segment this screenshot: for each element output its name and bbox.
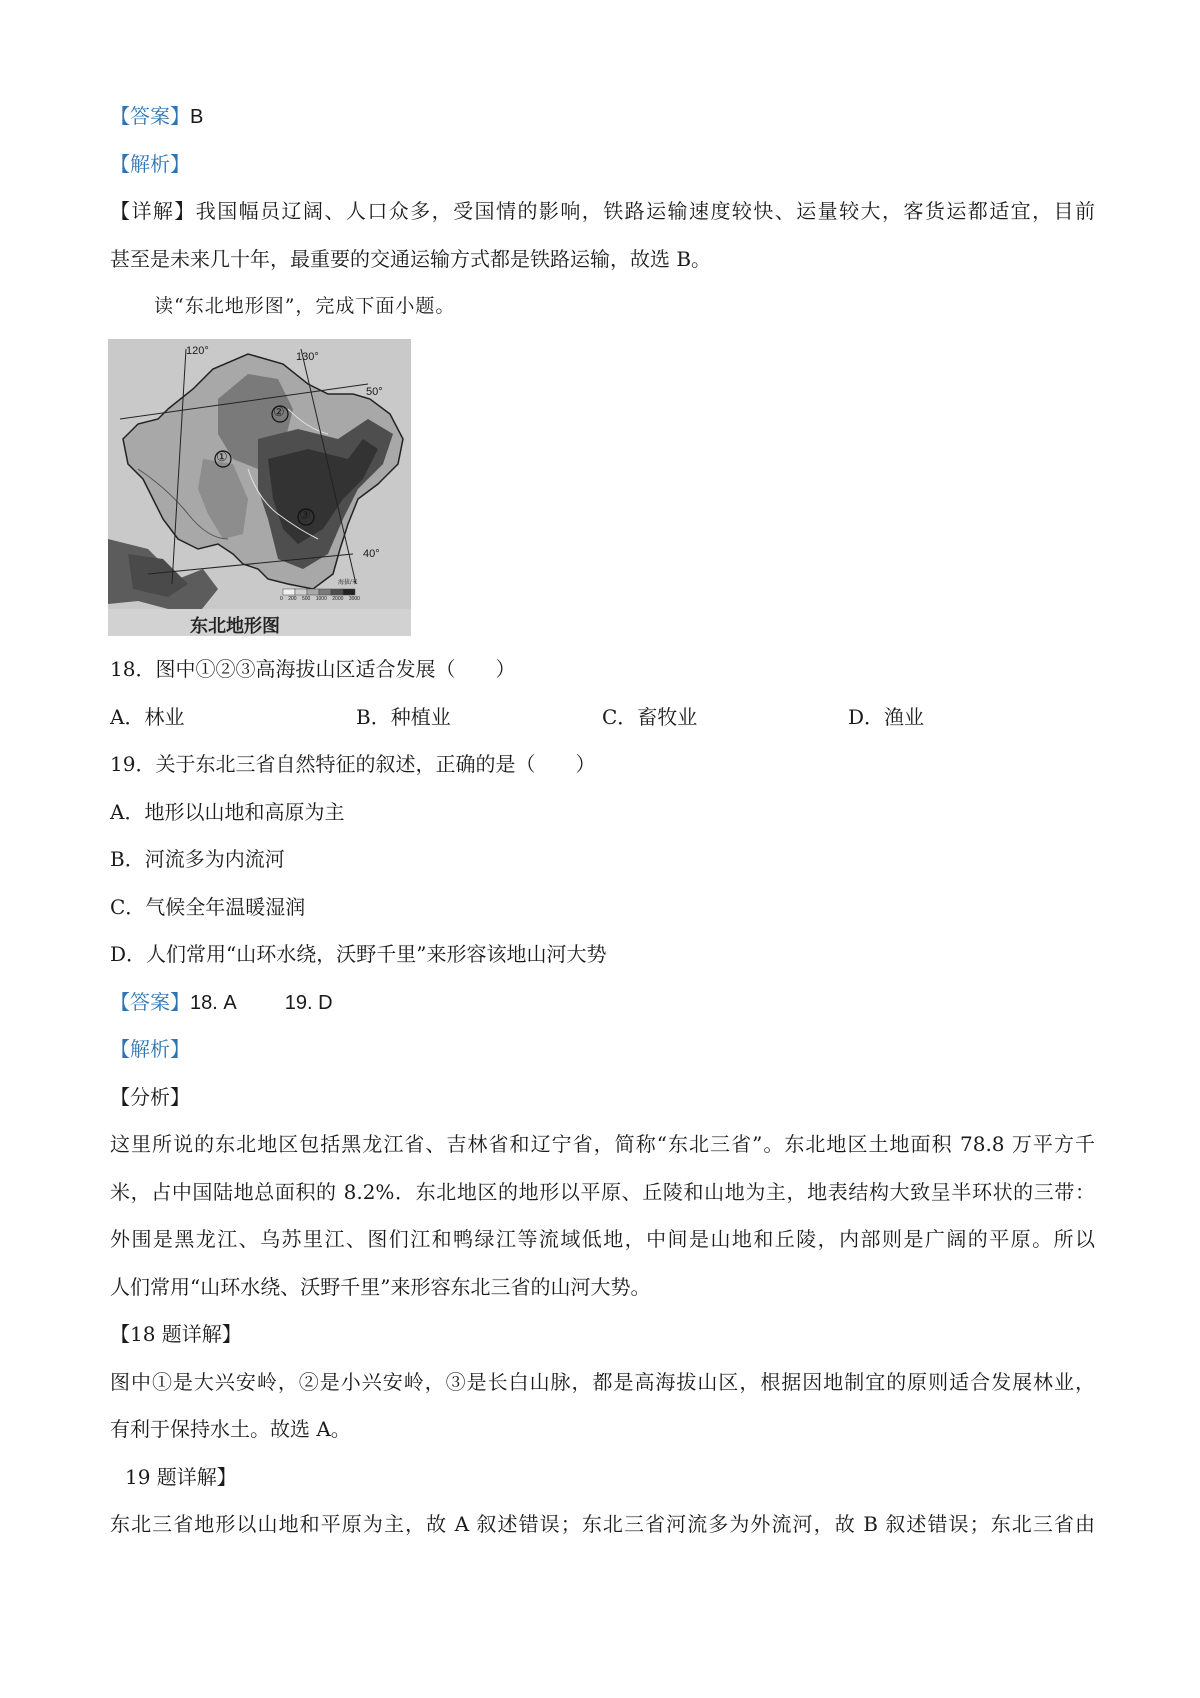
- reading-intro: 读“东北地形图”，完成下面小题。: [154, 295, 456, 317]
- legend-tick: 2000: [332, 596, 344, 602]
- answers-tag: 【答案】: [110, 990, 190, 1014]
- fenxi-tag: 【分析】: [110, 1085, 190, 1109]
- d18-line-1: 图中①是大兴安岭，②是小兴安岭，③是长白山脉，都是高海拔山区，根据因地制宜的原则适合发展林业，: [110, 1370, 1095, 1394]
- answer-value: B: [190, 106, 204, 128]
- q18-option-c: C．畜牧业: [602, 705, 698, 729]
- answer-tag: 【答案】: [110, 104, 190, 128]
- d18-line-2: 有利于保持水土。故选 A。: [110, 1417, 351, 1441]
- detail-text-1: 我国幅员辽阔、人口众多，受国情的影响，铁路运输速度较快、运量较大，客货运都适宜，目前: [195, 199, 1096, 223]
- legend-tick: 500: [301, 596, 311, 602]
- fenxi-line-4: 人们常用“山环水绕、沃野千里”来形容东北三省的山河大势。: [110, 1275, 651, 1299]
- q19-stem: 19．关于东北三省自然特征的叙述，正确的是（ ）: [110, 752, 596, 776]
- q18-stem: 18．图中①②③高海拔山区适合发展（ ）: [110, 657, 516, 681]
- legend-tick: 1000: [315, 596, 327, 602]
- q18-option-b: B．种植业: [356, 705, 451, 729]
- detail-line-2: 甚至是未来几十年，最重要的交通运输方式都是铁路运输，故选 B。: [110, 247, 712, 271]
- fenxi-line-2: 米，占中国陆地总面积的 8.2%．东北地区的地形以平原、丘陵和山地为主，地表结构大致呈半环状的三带：: [110, 1180, 1095, 1204]
- detail-line-1: [110, 197, 1095, 225]
- legend-unit: 海拔/米: [338, 580, 358, 586]
- q19-option-d: D．人们常用“山环水绕，沃野千里”来形容该地山河大势: [110, 942, 607, 966]
- fenxi-line-1: 这里所说的东北地区包括黑龙江省、吉林省和辽宁省，简称“东北三省”。东北地区土地面积 78.8 万平方千: [110, 1132, 1095, 1156]
- map-caption: 东北地形图: [190, 616, 280, 637]
- marker-3: ③: [299, 508, 311, 523]
- q19-option-a: A．地形以山地和高原为主: [110, 800, 345, 824]
- marker-2: ②: [273, 405, 285, 420]
- answer-line: [110, 102, 203, 131]
- q18-option-a: A．林业: [110, 705, 185, 729]
- analysis-tag: 【解析】: [110, 152, 190, 176]
- lon-130-label: 130°: [296, 351, 319, 363]
- lon-120-label: 120°: [186, 345, 209, 357]
- legend-tick: 3000: [348, 596, 360, 602]
- answer-18: 18. A: [190, 992, 237, 1014]
- lat-50-label: 50°: [366, 386, 383, 398]
- legend-ticks: [280, 596, 360, 602]
- answer-19: 19. D: [284, 992, 333, 1014]
- answers-line: [110, 988, 333, 1017]
- marker-1: ①: [216, 450, 228, 465]
- detail-tag: 【详解】: [110, 199, 196, 223]
- legend-tick: 200: [288, 596, 297, 602]
- analysis-tag-2: 【解析】: [110, 1037, 190, 1061]
- q19-option-b: B．河流多为内流河: [110, 847, 285, 871]
- northeast-terrain-map: [108, 339, 411, 636]
- map-image: [108, 339, 411, 636]
- d19-line-1: 东北三省地形以山地和平原为主，故 A 叙述错误；东北三省河流多为外流河，故 B 叙述错误；东北三省由: [110, 1512, 1095, 1536]
- d18-tag: 【18 题详解】: [110, 1322, 242, 1346]
- fenxi-line-3: 外围是黑龙江、乌苏里江、图们江和鸭绿江等流域低地，中间是山地和丘陵，内部则是广阔的平原。所以: [110, 1227, 1095, 1251]
- q18-option-d: D．渔业: [848, 705, 925, 729]
- d19-tag: 19 题详解】: [125, 1465, 237, 1489]
- legend-tick: 0: [280, 596, 283, 602]
- q19-option-c: C．气候全年温暖湿润: [110, 895, 306, 919]
- lat-40-label: 40°: [363, 548, 380, 560]
